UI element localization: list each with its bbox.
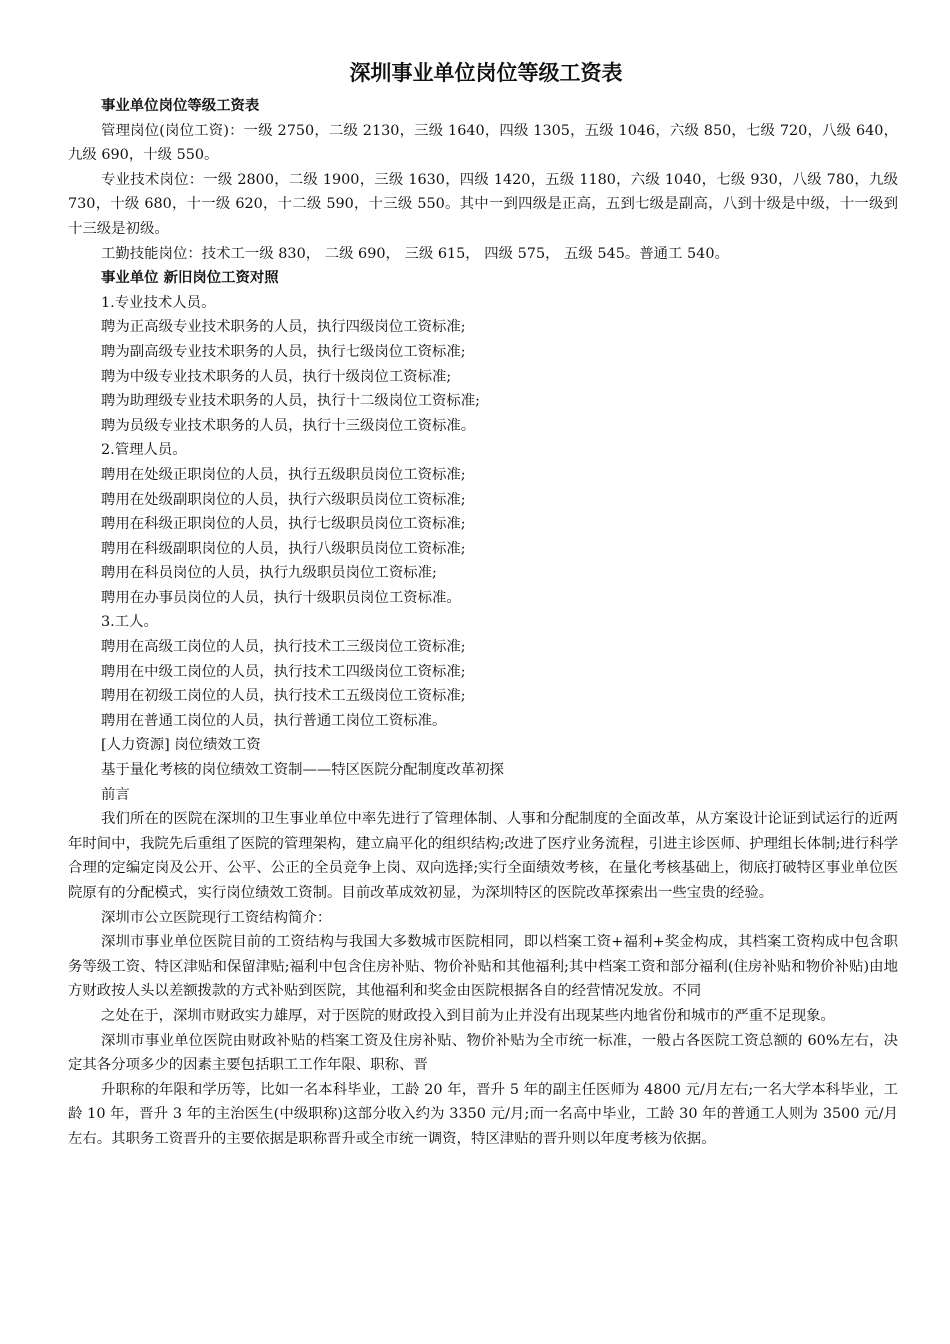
paragraph: 聘用在普通工岗位的人员，执行普通工岗位工资标准。 xyxy=(101,712,447,729)
paragraph: 深圳市事业单位医院目前的工资结构与我国大多数城市医院相同，即以档案工资+福利+奖金构成，其档案工资构成中包含职务等级工资、特区津贴和保留津贴;福利中包含住房补贴、物价补贴和其他福利;其中档案工资和部分福利(住房补贴和物价补贴)由地方财政按人头以差额拨款的方式补贴到医院，其他福利和奖金由医院根据各自的经营情况发放。不同 xyxy=(68,934,898,1000)
paragraph: 聘用在办事员岗位的人员，执行十级职员岗位工资标准。 xyxy=(101,589,461,606)
paragraph: 深圳市公立医院现行工资结构简介： xyxy=(101,909,332,926)
paragraph: 我们所在的医院在深圳的卫生事业单位中率先进行了管理体制、人事和分配制度的全面改革，从方案设计论证到试运行的近两年时间中，我院先后重组了医院的管理架构，建立扁平化的组织结构;改进了医疗业务流程，引进主诊医师、护理组长体制;进行科学合理的定编定岗及公开、公平、公正的全员竞争上岗、双向选择;实行全面绩效考核，在量化考核基础上，彻底打破特区事业单位医院原有的分配模式，实行岗位绩效工资制。目前改革成效初显，为深圳特区的医院改革探索出一些宝贵的经验。 xyxy=(68,811,898,901)
paragraph: 管理岗位(岗位工资)：一级 2750，二级 2130，三级 1640，四级 1305，五级 1046，六级 850，七级 720，八级 640，九级 690，十级 550。 xyxy=(68,122,898,164)
document-title: 深圳事业单位岗位等级工资表 xyxy=(349,61,623,85)
paragraph: 聘用在处级正职岗位的人员，执行五级职员岗位工资标准; xyxy=(101,466,466,483)
paragraph: 专业技术岗位：一级 2800，二级 1900，三级 1630，四级 1420，五级 1180，六级 1040，七级 930，八级 780，九级 730，十级 680，十一级 620，十二级 590，十三级 550。其中一到四级是正高，五到七级是副高，八到十级是中级，十一级到十三级是初级。 xyxy=(68,171,898,237)
paragraph: 聘为员级专业技术职务的人员，执行十三级岗位工资标准。 xyxy=(101,417,476,434)
document-body xyxy=(68,94,898,1152)
paragraph: 聘用在中级工岗位的人员，执行技术工四级岗位工资标准; xyxy=(101,663,466,680)
paragraph: 聘为正高级专业技术职务的人员，执行四级岗位工资标准; xyxy=(101,319,466,336)
paragraph: 聘用在科级副职岗位的人员，执行八级职员岗位工资标准; xyxy=(101,540,466,557)
paragraph: 聘为副高级专业技术职务的人员，执行七级岗位工资标准; xyxy=(101,343,466,360)
paragraph: 3.工人。 xyxy=(101,614,158,631)
section-heading: 事业单位岗位等级工资表 xyxy=(101,98,260,114)
paragraph: 聘用在初级工岗位的人员，执行技术工五级岗位工资标准; xyxy=(101,688,466,705)
paragraph: 聘用在高级工岗位的人员，执行技术工三级岗位工资标准; xyxy=(101,639,466,656)
paragraph: 聘为助理级专业技术职务的人员，执行十二级岗位工资标准; xyxy=(101,393,481,410)
paragraph: 之处在于，深圳市财政实力雄厚，对于医院的财政投入到目前为止并没有出现某些内地省份和城市的严重不足现象。 xyxy=(101,1007,835,1024)
paragraph: 聘用在科员岗位的人员，执行九级职员岗位工资标准; xyxy=(101,565,437,582)
paragraph: 聘用在处级副职岗位的人员，执行六级职员岗位工资标准; xyxy=(101,491,466,508)
document-page xyxy=(68,56,898,1152)
paragraph: [人力资源] 岗位绩效工资 xyxy=(101,737,261,754)
paragraph: 工勤技能岗位：技术工一级 830， 二级 690， 三级 615， 四级 575， 五级 545。普通工 540。 xyxy=(101,245,729,262)
section-heading: 事业单位 新旧岗位工资对照 xyxy=(101,270,279,287)
paragraph: 前言 xyxy=(101,786,130,803)
paragraph: 深圳市事业单位医院由财政补贴的档案工资及住房补贴、物价补贴为全市统一标准，一般占各医院工资总额的 60%左右，决定其各分项多少的因素主要包括职工工作年限、职称、晋 xyxy=(68,1032,898,1074)
paragraph: 基于量化考核的岗位绩效工资制——特区医院分配制度改革初探 xyxy=(101,762,504,779)
paragraph: 聘为中级专业技术职务的人员，执行十级岗位工资标准; xyxy=(101,368,452,385)
paragraph: 2.管理人员。 xyxy=(101,442,187,459)
paragraph: 1.专业技术人员。 xyxy=(101,294,216,311)
paragraph: 聘用在科级正职岗位的人员，执行七级职员岗位工资标准; xyxy=(101,516,466,533)
paragraph: 升职称的年限和学历等，比如一名本科毕业，工龄 20 年，晋升 5 年的副主任医师为 4800 元/月左右;一名大学本科毕业，工龄 10 年，晋升 3 年的主治医生(中级职称)这部分收入约为 3350 元/月;而一名高中毕业，工龄 30 年的普通工人则为 3500 元/月左右。其职务工资晋升的主要依据是职称晋升或全市统一调资，特区津贴的晋升则以年度考核为依据。 xyxy=(68,1081,898,1147)
